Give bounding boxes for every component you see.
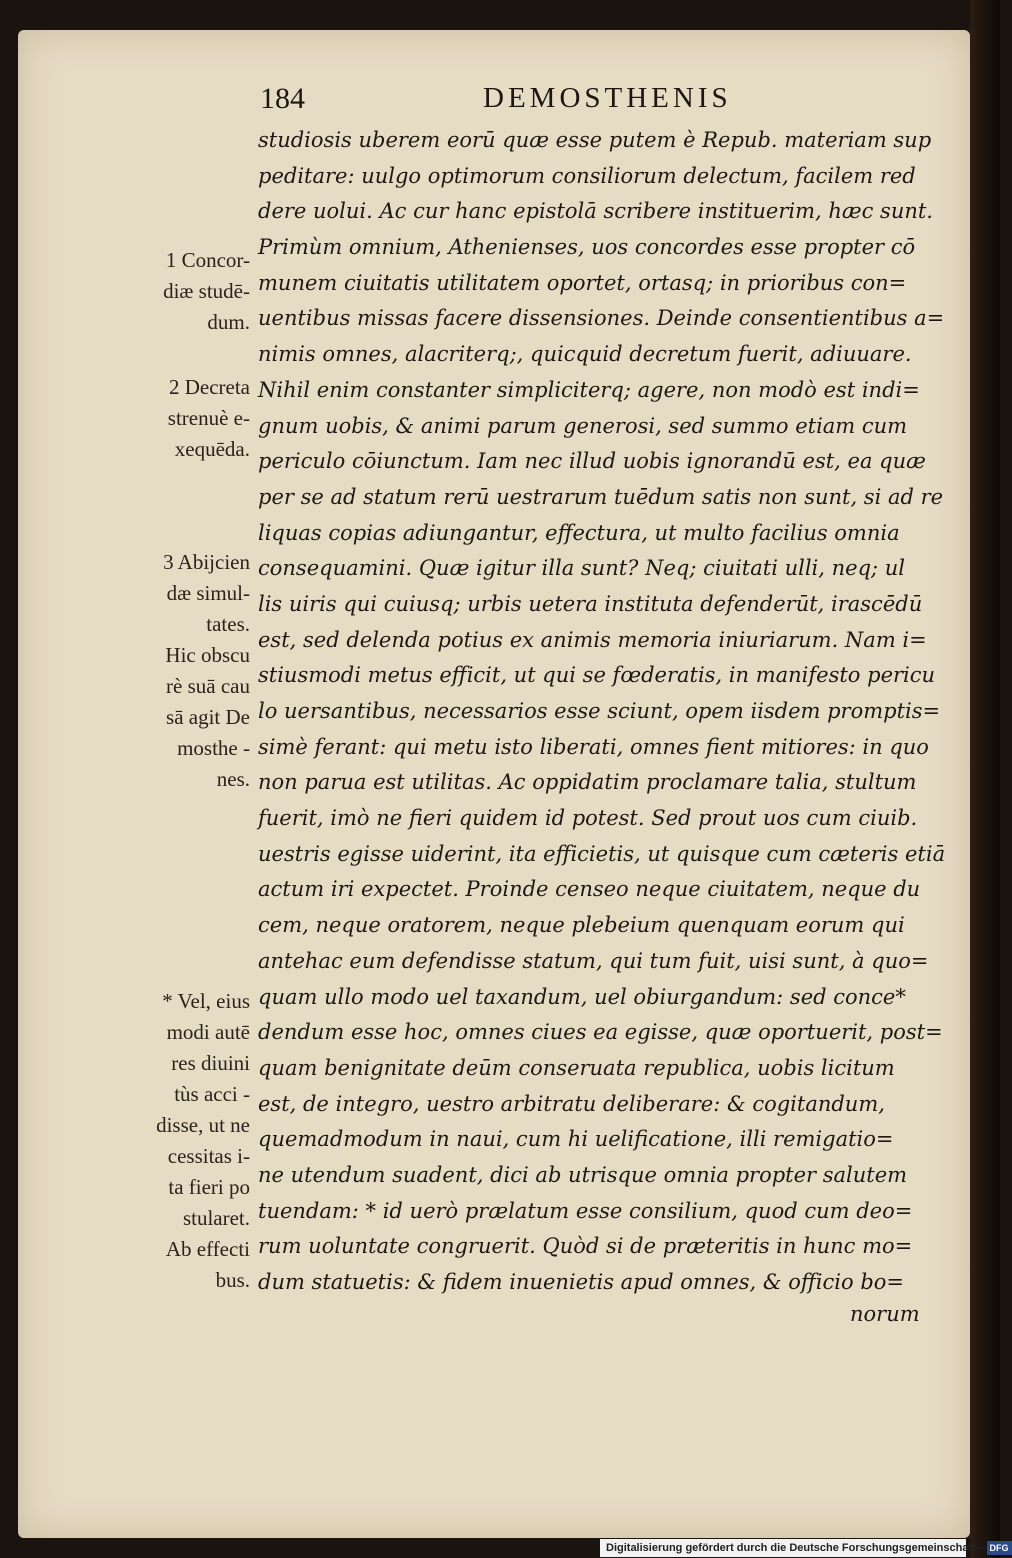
footer-text: Digitalisierung gefördert durch die Deutsche Forschungsgemeinschaft - (606, 1542, 983, 1554)
margin-note-3 (110, 547, 250, 795)
text-line: dendum esse hoc, omnes ciues ea egisse, quæ oportuerit, post= (258, 1020, 943, 1045)
text-line: quemadmodum in naui, cum hi uelificatione, illi remigatio= (258, 1127, 894, 1152)
text-line: est, sed delenda potius ex animis memoria iniuriarum. Nam i= (258, 627, 927, 652)
text-line: dum statuetis: & fidem inuenietis apud omnes, & officio bo= (258, 1270, 904, 1294)
margin-note-line: tates. (206, 612, 250, 636)
text-line: dere uolui. Ac cur hanc epistolā scribere instituerim, hæc sunt. (258, 199, 933, 224)
margin-note-line: dum. (207, 310, 250, 334)
margin-note-line: res diuini (171, 1051, 250, 1075)
text-line: simè ferant: qui metu isto liberati, omnes fient mitiores: in quo (258, 734, 929, 759)
margin-note-line: xequēda. (174, 437, 250, 461)
margin-note-line: rè suā cau (166, 674, 250, 698)
running-head: DEMOSTHENIS (483, 82, 732, 114)
main-text (258, 123, 946, 1301)
margin-note-line: bus. (215, 1268, 250, 1292)
margin-note-2 (110, 372, 250, 465)
text-line: ne utendum suadent, dici ab utrisque omnia propter salutem (258, 1162, 908, 1187)
text-line: actum iri expectet. Proinde censeo neque ciuitatem, neque du (258, 877, 921, 902)
text-line: peditare: uulgo optimorum consiliorum delectum, facilem red (258, 163, 916, 188)
footer-credit (600, 1539, 1009, 1557)
margin-note-line: mosthe - (177, 736, 250, 760)
book-spine (970, 0, 1000, 1558)
margin-note-line: dæ simul- (166, 581, 250, 605)
text-line: munem ciuitatis utilitatem oportet, ortasq; in prioribus con= (258, 270, 907, 295)
margin-note-line: sā agit De (166, 705, 250, 729)
margin-note-line: stularet. (182, 1206, 250, 1230)
dfg-logo: DFG (987, 1541, 1012, 1555)
catchword: norum (850, 1302, 920, 1326)
text-line: tuendam: * id uerò prælatum esse consilium, quod cum deo= (258, 1198, 913, 1223)
text-line: est, de integro, uestro arbitratu deliberare: & cogitandum, (258, 1091, 885, 1116)
margin-note-line: disse, ut ne (156, 1113, 250, 1137)
text-line: nimis omnes, alacriterq;, quicquid decretum fuerit, adiuuare. (258, 342, 912, 367)
text-line: fuerit, imò ne fieri quidem id potest. Sed prout uos cum ciuib. (258, 806, 918, 831)
margin-note-1 (110, 245, 250, 338)
text-line: uestris egisse uiderint, ita efficietis, ut quisque cum cæteris etiā (258, 841, 946, 866)
margin-note-line: 1 Concor- (165, 248, 250, 272)
text-line: antehac eum defendisse statum, qui tum fuit, uisi sunt, à quo= (258, 948, 929, 973)
margin-note-line: modi autē (166, 1020, 250, 1044)
text-line: gnum uobis, & animi parum generosi, sed summo etiam cum (258, 413, 908, 438)
margin-note-line: Hic obscu (165, 643, 250, 667)
margin-note-4 (110, 986, 250, 1296)
text-line: per se ad statum rerū uestrarum tuēdum satis non sunt, si ad re (258, 484, 944, 509)
text-line: Primùm omnium, Athenienses, uos concordes esse propter cō (258, 235, 916, 260)
text-line: liquas copias adiungantur, effectura, ut multo facilius omnia (258, 520, 900, 545)
text-line: consequamini. Quæ igitur illa sunt? Neq; ciuitati ulli, neq; ul (258, 556, 906, 581)
margin-note-line: ta fieri po (168, 1175, 250, 1199)
page-number: 184 (260, 82, 305, 115)
margin-note-line: cessitas i- (167, 1144, 250, 1168)
text-line: stiusmodi metus efficit, ut qui se fœderatis, in manifesto pericu (258, 663, 936, 688)
text-line: non parua est utilitas. Ac oppidatim proclamare talia, stultum (258, 770, 917, 795)
margin-note-line: * Vel, eius (162, 989, 250, 1013)
text-line: lis uiris qui cuiusq; urbis uetera instituta defenderūt, irascēdū (258, 591, 923, 616)
text-line: cem, neque oratorem, neque plebeium quenquam eorum qui (258, 913, 905, 938)
margin-note-line: 3 Abijcien (163, 550, 250, 574)
margin-note-line: strenuè e- (167, 406, 250, 430)
text-line: studiosis uberem eorū quæ esse putem è Repub. materiam sup (258, 128, 932, 152)
text-line: periculo cōiunctum. Iam nec illud uobis ignorandū est, ea quæ (258, 449, 926, 474)
margin-note-line: diæ studē- (163, 279, 250, 303)
margin-note-line: 2 Decreta (168, 375, 250, 399)
text-line: lo uersantibus, necessarios esse sciunt, opem iisdem promptis= (258, 699, 941, 723)
text-line: quam ullo modo uel taxandum, uel obiurgandum: sed conce* (258, 984, 906, 1009)
text-line: uentibus missas facere dissensiones. Deinde consentientibus a= (258, 306, 945, 331)
margin-note-line: Ab effecti (165, 1237, 250, 1261)
text-line: Nihil enim constanter simpliciterq; agere, non modò est indi= (258, 377, 920, 402)
text-line: quam benignitate deūm conseruata republica, uobis licitum (258, 1055, 895, 1080)
text-line: rum uoluntate congruerit. Quòd si de præteritis in hunc mo= (258, 1234, 913, 1259)
margin-note-line: tùs acci - (174, 1082, 250, 1106)
page-header (0, 82, 1000, 122)
margin-note-line: nes. (216, 767, 250, 791)
